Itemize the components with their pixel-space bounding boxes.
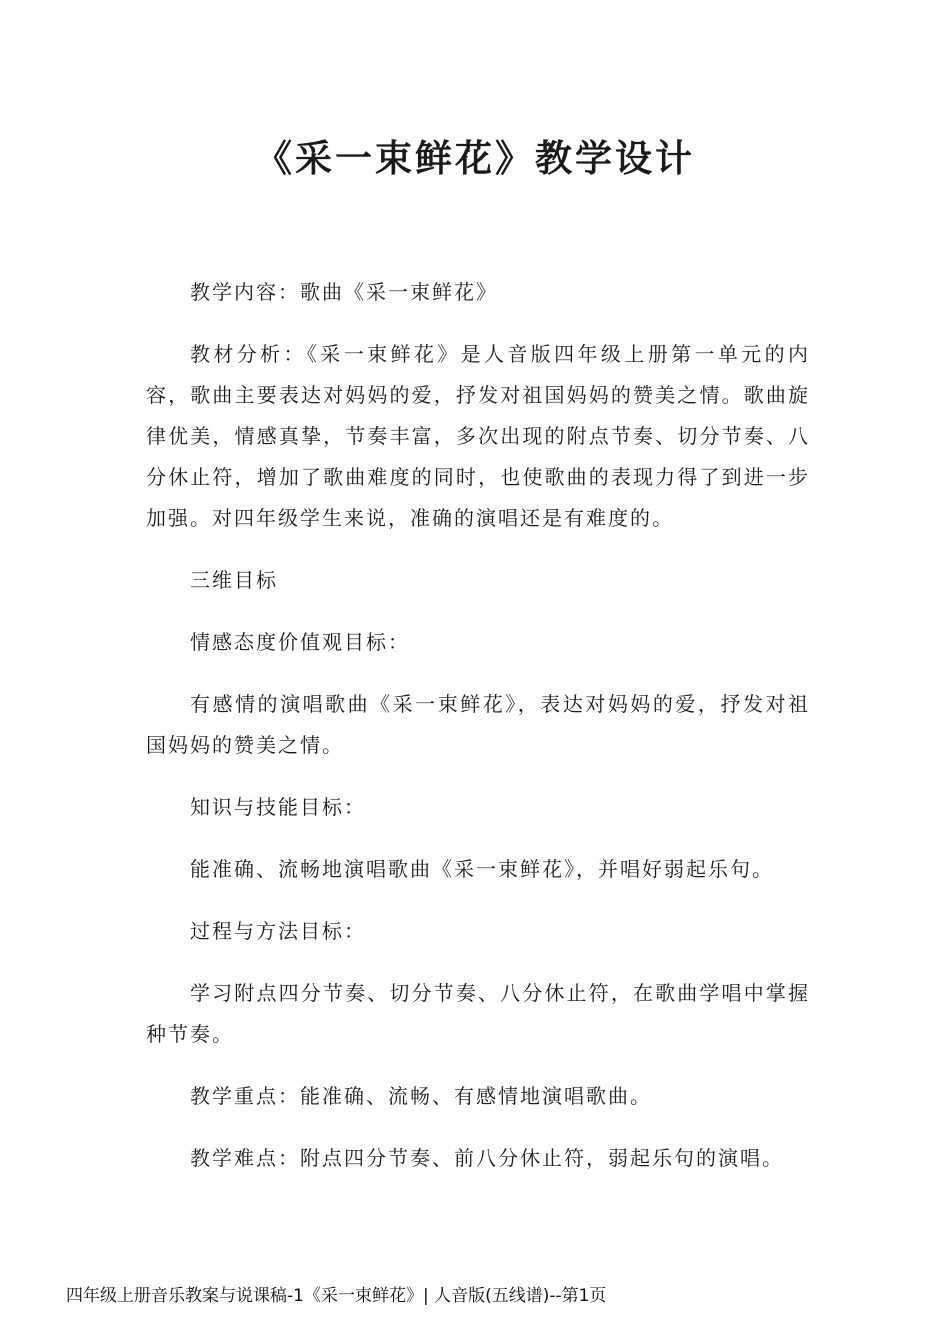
paragraph-three-goals-heading: 三维目标 [190, 568, 278, 592]
paragraph-difficult-point: 教学难点：附点四分节奏、前八分休止符，弱起乐句的演唱。 [190, 1146, 784, 1170]
document-title: 《采一束鲜花》教学设计 [255, 135, 695, 180]
paragraph-skill-goal-heading: 知识与技能目标： [190, 795, 366, 819]
paragraph-process-goal: 学习附点四分节奏、切分节奏、八分休止符，在歌曲学唱中掌握种节奏。 [146, 981, 810, 1046]
document-body [146, 272, 810, 1200]
paragraph-teaching-content: 教学内容：歌曲《采一束鲜花》 [190, 280, 498, 304]
paragraph-emotion-goal-heading: 情感态度价值观目标： [190, 630, 410, 654]
paragraph-material-analysis: 教材分析：《采一束鲜花》是人音版四年级上册第一单元的内容，歌曲主要表达对妈妈的爱，抒发对祖国妈妈的赞美之情。歌曲旋律优美，情感真挚，节奏丰富，多次出现的附点节奏、切分节奏、八分休止符，增加了歌曲难度的同时，也使歌曲的表现力得了到进一步加强。对四年级学生来说，准确的演唱还是有难度的。 [146, 342, 810, 530]
paragraph-skill-goal: 能准确、流畅地演唱歌曲《采一束鲜花》，并唱好弱起乐句。 [190, 857, 774, 881]
paragraph-process-goal-heading: 过程与方法目标： [190, 919, 366, 943]
paragraph-key-point: 教学重点：能准确、流畅、有感情地演唱歌曲。 [190, 1084, 652, 1108]
paragraph-emotion-goal: 有感情的演唱歌曲《采一束鲜花》，表达对妈妈的爱，抒发对祖国妈妈的赞美之情。 [146, 692, 810, 757]
page-footer: 四年级上册音乐教案与说课稿-1《采一束鲜花》| 人音版(五线谱)--第1页 [66, 1286, 607, 1306]
